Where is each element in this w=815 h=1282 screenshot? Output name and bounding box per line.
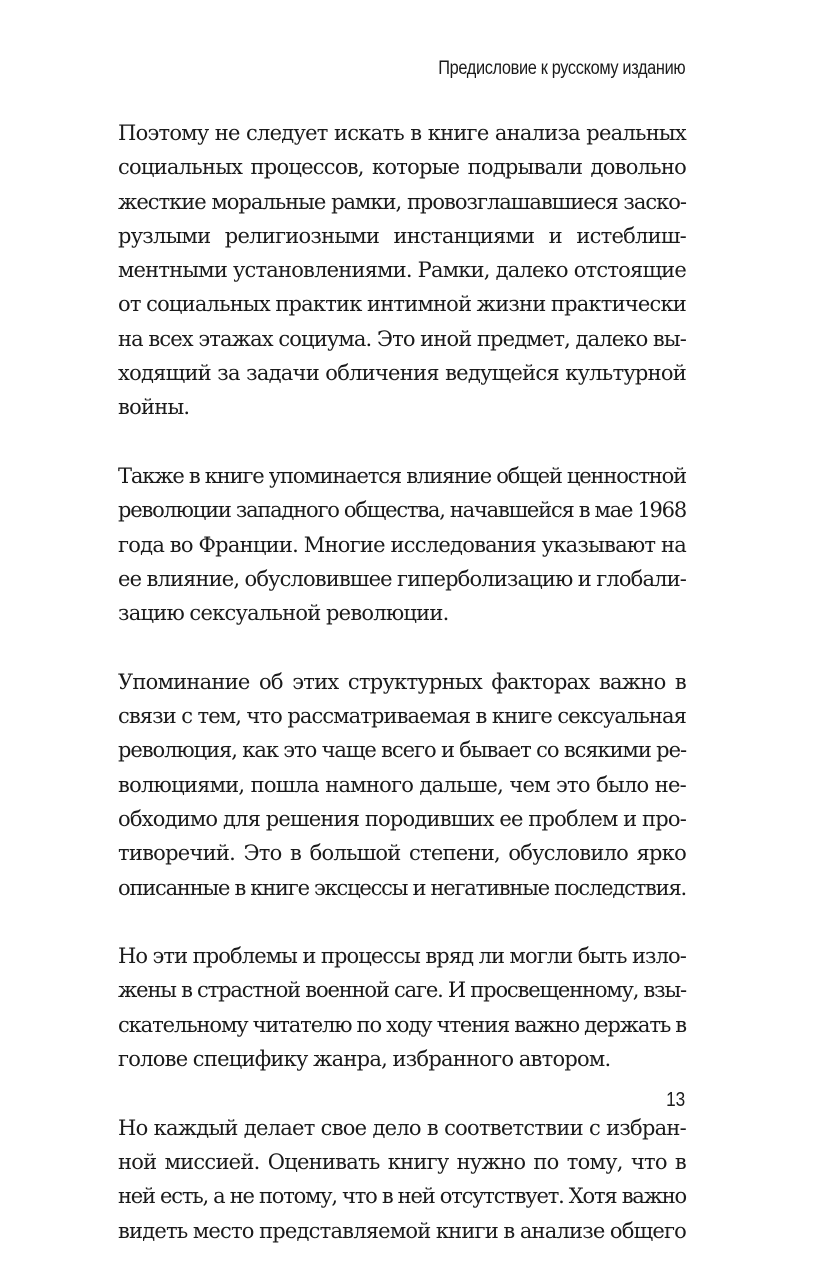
text-line: обходимо для решения породивших ее проблем и про-: [118, 806, 686, 831]
text-line: ней есть, а не потому, что в ней отсутствует. Хотя важно: [118, 1184, 686, 1209]
text-line: революция, как это чаще всего и бывает со всякими ре-: [118, 738, 686, 763]
body-text: [118, 116, 686, 1282]
text-line: жесткие моральные рамки, провозглашавшиеся заско-: [118, 189, 686, 214]
text-line: Упоминание об этих структурных факторах важно в: [118, 669, 686, 694]
text-line: Также в книге упоминается влияние общей ценностной: [118, 463, 686, 488]
text-line: связи с тем, что рассматриваемая в книге сексуальная: [118, 704, 686, 729]
text-line: голове специфику жанра, избранного автором.: [118, 1047, 611, 1072]
text-line: ной миссией. Оценивать книгу нужно по тому, что в: [118, 1149, 686, 1174]
text-line: ходящий за задачи обличения ведущейся культурной: [118, 361, 686, 386]
text-line: года во Франции. Многие исследования указывают на: [118, 532, 686, 557]
text-line: описанные в книге эксцессы и негативные последствия.: [118, 875, 686, 900]
paragraph-2: [118, 459, 686, 630]
text-line: скательному читателю по ходу чтения важно держать в: [118, 1012, 686, 1037]
text-line: жены в страстной военной саге. И просвещенному, взы-: [118, 978, 686, 1003]
text-line: видеть место представляемой книги в анализе общего: [118, 1218, 686, 1243]
page-number: 13: [665, 1089, 685, 1111]
paragraph-4: [118, 939, 686, 1076]
text-line: социальных процессов, которые подрывали довольно: [118, 155, 686, 180]
paragraph-5: [118, 1111, 686, 1248]
text-line: рузлыми религиозными инстанциями и истеблиш-: [118, 223, 686, 248]
paragraph-3: [118, 665, 686, 905]
text-line: на всех этажах социума. Это иной предмет, далеко вы-: [118, 326, 686, 351]
text-line: ментными установлениями. Рамки, далеко отстоящие: [118, 258, 686, 283]
text-line: войны.: [118, 395, 190, 420]
text-line: от социальных практик интимной жизни практически: [118, 292, 686, 317]
text-line: Но эти проблемы и процессы вряд ли могли быть изло-: [118, 944, 686, 969]
text-line: волюциями, пошла намного дальше, чем это было не-: [118, 772, 686, 797]
text-line: Поэтому не следует искать в книге анализа реальных: [118, 121, 686, 145]
text-line: зацию сексуальной революции.: [118, 601, 449, 626]
text-line: тиворечий. Это в большой степени, обусловило ярко: [118, 841, 686, 866]
paragraph-1: [118, 116, 686, 425]
running-head: Предисловие к русскому изданию: [437, 58, 685, 79]
text-line: Но каждый делает свое дело в соответствии с избран-: [118, 1115, 686, 1140]
text-line: революции западного общества, начавшейся в мае 1968: [118, 498, 686, 523]
text-line: ее влияние, обусловившее гиперболизацию и глобали-: [118, 566, 686, 591]
